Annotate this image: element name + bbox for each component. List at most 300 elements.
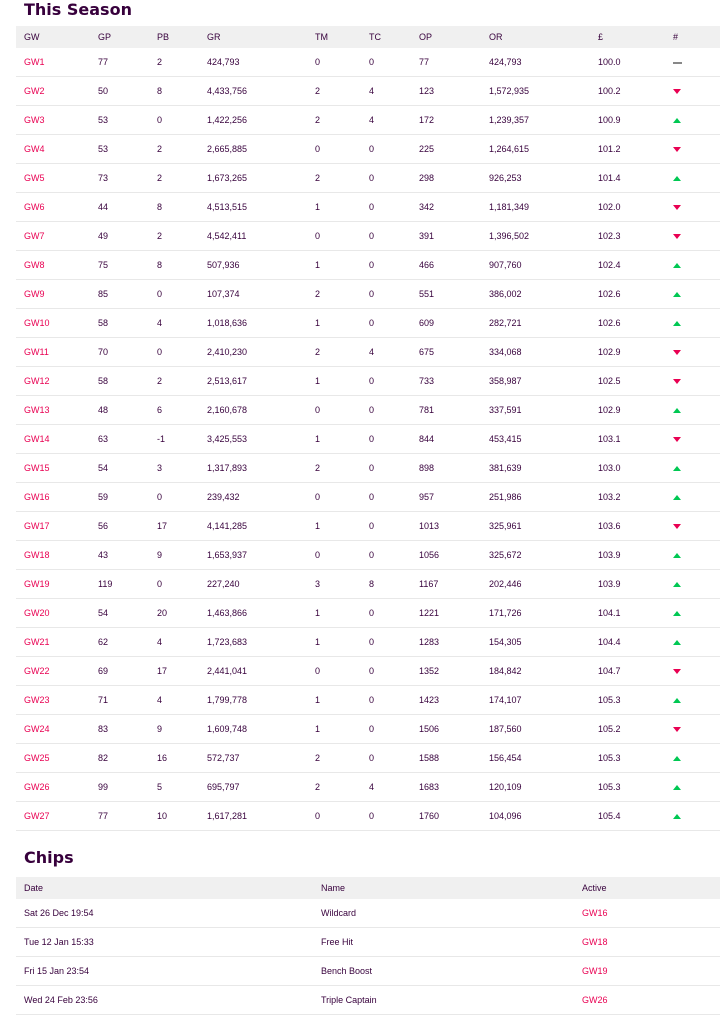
table-row xyxy=(16,164,720,193)
gameweek-link[interactable]: GW1 xyxy=(24,57,45,67)
cell-movement xyxy=(673,628,720,657)
cell-pb: 10 xyxy=(157,802,207,831)
cell-pb: 5 xyxy=(157,773,207,802)
cell-tc: 0 xyxy=(369,309,419,338)
cell-value: 101.2 xyxy=(598,135,673,164)
cell-tc: 0 xyxy=(369,744,419,773)
table-row xyxy=(16,628,720,657)
gameweek-link[interactable]: GW12 xyxy=(24,376,50,386)
cell-or: 453,415 xyxy=(489,425,598,454)
cell-gr: 1,018,636 xyxy=(207,309,315,338)
table-row xyxy=(16,599,720,628)
cell-value: 105.3 xyxy=(598,744,673,773)
cell-tc: 0 xyxy=(369,222,419,251)
triangle-up-icon xyxy=(673,176,681,181)
chip-name: Triple Captain xyxy=(321,986,582,1015)
cell-gp: 49 xyxy=(98,222,157,251)
cell-op: 844 xyxy=(419,425,489,454)
column-header-name: Name xyxy=(321,883,346,893)
chip-row xyxy=(16,957,720,986)
cell-gp: 59 xyxy=(98,483,157,512)
cell-or: 104,096 xyxy=(489,802,598,831)
cell-pb: 9 xyxy=(157,715,207,744)
column-header-movement: # xyxy=(673,32,679,42)
cell-movement xyxy=(673,106,720,135)
cell-gr: 2,665,885 xyxy=(207,135,315,164)
cell-movement xyxy=(673,802,720,831)
cell-or: 325,961 xyxy=(489,512,598,541)
cell-movement xyxy=(673,396,720,425)
table-row xyxy=(16,396,720,425)
season-section-title: This Season xyxy=(24,0,132,19)
gameweek-link[interactable]: GW16 xyxy=(24,492,50,502)
cell-tm: 1 xyxy=(315,599,369,628)
column-header-value: £ xyxy=(598,32,604,42)
cell-tm: 1 xyxy=(315,193,369,222)
gameweek-link[interactable]: GW8 xyxy=(24,260,45,270)
cell-pb: 0 xyxy=(157,280,207,309)
cell-gr: 507,936 xyxy=(207,251,315,280)
table-row xyxy=(16,541,720,570)
cell-op: 1221 xyxy=(419,599,489,628)
cell-pb: 2 xyxy=(157,164,207,193)
cell-tm: 0 xyxy=(315,541,369,570)
cell-tm: 2 xyxy=(315,454,369,483)
cell-op: 1506 xyxy=(419,715,489,744)
cell-tc: 0 xyxy=(369,628,419,657)
cell-movement xyxy=(673,251,720,280)
column-header-or: OR xyxy=(489,32,503,42)
gameweek-link[interactable]: GW17 xyxy=(24,521,50,531)
cell-tm: 2 xyxy=(315,773,369,802)
cell-gp: 83 xyxy=(98,715,157,744)
cell-or: 156,454 xyxy=(489,744,598,773)
table-row xyxy=(16,106,720,135)
cell-gr: 572,737 xyxy=(207,744,315,773)
cell-gp: 44 xyxy=(98,193,157,222)
gameweek-link[interactable]: GW22 xyxy=(24,666,50,676)
cell-value: 103.9 xyxy=(598,570,673,599)
cell-tc: 4 xyxy=(369,106,419,135)
gameweek-link[interactable]: GW25 xyxy=(24,753,50,763)
cell-gp: 56 xyxy=(98,512,157,541)
column-header-date: Date xyxy=(24,883,44,893)
cell-gp: 119 xyxy=(98,570,157,599)
cell-tm: 2 xyxy=(315,77,369,106)
gameweek-link[interactable]: GW3 xyxy=(24,115,45,125)
cell-tc: 0 xyxy=(369,512,419,541)
cell-pb: 0 xyxy=(157,483,207,512)
cell-tc: 0 xyxy=(369,454,419,483)
cell-tc: 0 xyxy=(369,193,419,222)
cell-value: 103.9 xyxy=(598,541,673,570)
cell-gp: 70 xyxy=(98,338,157,367)
table-row xyxy=(16,280,720,309)
cell-movement xyxy=(673,773,720,802)
gameweek-link[interactable]: GW27 xyxy=(24,811,50,821)
cell-value: 103.6 xyxy=(598,512,673,541)
cell-movement xyxy=(673,309,720,338)
cell-gp: 71 xyxy=(98,686,157,715)
triangle-up-icon xyxy=(673,292,681,297)
cell-pb: 9 xyxy=(157,541,207,570)
cell-value: 105.3 xyxy=(598,773,673,802)
cell-value: 100.9 xyxy=(598,106,673,135)
cell-pb: 8 xyxy=(157,193,207,222)
chip-active-gameweek-link[interactable]: GW18 xyxy=(582,937,608,947)
table-row xyxy=(16,77,720,106)
chip-date: Tue 12 Jan 15:33 xyxy=(16,928,321,957)
cell-gr: 2,410,230 xyxy=(207,338,315,367)
cell-gp: 53 xyxy=(98,135,157,164)
gameweek-link[interactable]: GW23 xyxy=(24,695,50,705)
gameweek-link[interactable]: GW13 xyxy=(24,405,50,415)
triangle-down-icon xyxy=(673,727,681,732)
table-row xyxy=(16,222,720,251)
cell-movement xyxy=(673,512,720,541)
cell-or: 424,793 xyxy=(489,48,598,77)
cell-op: 609 xyxy=(419,309,489,338)
table-row xyxy=(16,512,720,541)
column-header-pb: PB xyxy=(157,32,170,42)
chips-header-row xyxy=(16,877,720,899)
cell-tc: 0 xyxy=(369,686,419,715)
gameweek-link[interactable]: GW20 xyxy=(24,608,50,618)
cell-tc: 0 xyxy=(369,367,419,396)
cell-op: 1352 xyxy=(419,657,489,686)
chip-date: Wed 24 Feb 23:56 xyxy=(16,986,321,1015)
cell-movement xyxy=(673,425,720,454)
cell-pb: 8 xyxy=(157,77,207,106)
cell-gr: 1,617,281 xyxy=(207,802,315,831)
cell-or: 154,305 xyxy=(489,628,598,657)
cell-value: 102.9 xyxy=(598,338,673,367)
cell-tc: 0 xyxy=(369,802,419,831)
cell-gr: 2,513,617 xyxy=(207,367,315,396)
chip-row xyxy=(16,986,720,1015)
cell-gr: 424,793 xyxy=(207,48,315,77)
cell-gp: 77 xyxy=(98,48,157,77)
cell-tc: 4 xyxy=(369,77,419,106)
triangle-down-icon xyxy=(673,147,681,152)
chip-name: Wildcard xyxy=(321,899,582,928)
chips-section-title: Chips xyxy=(24,848,74,867)
cell-pb: 20 xyxy=(157,599,207,628)
table-row xyxy=(16,193,720,222)
cell-gr: 2,441,041 xyxy=(207,657,315,686)
cell-value: 104.4 xyxy=(598,628,673,657)
cell-value: 102.5 xyxy=(598,367,673,396)
column-header-gw: GW xyxy=(24,32,40,42)
cell-tc: 0 xyxy=(369,599,419,628)
cell-movement xyxy=(673,367,720,396)
cell-tm: 2 xyxy=(315,106,369,135)
table-row xyxy=(16,367,720,396)
cell-tm: 2 xyxy=(315,744,369,773)
cell-pb: 2 xyxy=(157,222,207,251)
cell-value: 102.0 xyxy=(598,193,673,222)
cell-value: 104.7 xyxy=(598,657,673,686)
cell-tm: 0 xyxy=(315,48,369,77)
cell-movement xyxy=(673,338,720,367)
triangle-up-icon xyxy=(673,263,681,268)
cell-gr: 4,141,285 xyxy=(207,512,315,541)
table-row xyxy=(16,744,720,773)
cell-gp: 77 xyxy=(98,802,157,831)
cell-tc: 0 xyxy=(369,396,419,425)
cell-value: 105.3 xyxy=(598,686,673,715)
cell-op: 1683 xyxy=(419,773,489,802)
cell-or: 1,181,349 xyxy=(489,193,598,222)
cell-op: 123 xyxy=(419,77,489,106)
triangle-down-icon xyxy=(673,379,681,384)
cell-gr: 227,240 xyxy=(207,570,315,599)
table-row xyxy=(16,715,720,744)
cell-pb: 0 xyxy=(157,338,207,367)
table-row xyxy=(16,135,720,164)
cell-tm: 0 xyxy=(315,222,369,251)
cell-tm: 2 xyxy=(315,280,369,309)
triangle-down-icon xyxy=(673,89,681,94)
cell-movement xyxy=(673,454,720,483)
cell-gp: 63 xyxy=(98,425,157,454)
table-row xyxy=(16,802,720,831)
cell-gr: 4,513,515 xyxy=(207,193,315,222)
chip-active-gameweek-link[interactable]: GW26 xyxy=(582,995,608,1005)
cell-value: 101.4 xyxy=(598,164,673,193)
cell-pb: 3 xyxy=(157,454,207,483)
triangle-up-icon xyxy=(673,611,681,616)
cell-movement xyxy=(673,686,720,715)
cell-tc: 0 xyxy=(369,483,419,512)
cell-tc: 0 xyxy=(369,48,419,77)
gameweek-link[interactable]: GW4 xyxy=(24,144,45,154)
cell-op: 733 xyxy=(419,367,489,396)
cell-op: 466 xyxy=(419,251,489,280)
table-row xyxy=(16,483,720,512)
cell-tm: 1 xyxy=(315,425,369,454)
cell-op: 391 xyxy=(419,222,489,251)
cell-tc: 8 xyxy=(369,570,419,599)
cell-pb: 0 xyxy=(157,570,207,599)
cell-tc: 0 xyxy=(369,657,419,686)
cell-gp: 85 xyxy=(98,280,157,309)
chip-active-gameweek-link[interactable]: GW16 xyxy=(582,908,608,918)
table-row xyxy=(16,657,720,686)
cell-or: 325,672 xyxy=(489,541,598,570)
gameweek-link[interactable]: GW11 xyxy=(24,347,49,357)
cell-tc: 4 xyxy=(369,338,419,367)
table-row xyxy=(16,48,720,77)
table-row xyxy=(16,309,720,338)
cell-tm: 0 xyxy=(315,135,369,164)
table-row xyxy=(16,570,720,599)
cell-or: 174,107 xyxy=(489,686,598,715)
cell-or: 337,591 xyxy=(489,396,598,425)
cell-movement xyxy=(673,164,720,193)
cell-op: 1760 xyxy=(419,802,489,831)
chip-date: Sat 26 Dec 19:54 xyxy=(16,899,321,928)
triangle-down-icon xyxy=(673,350,681,355)
cell-gr: 1,609,748 xyxy=(207,715,315,744)
cell-or: 381,639 xyxy=(489,454,598,483)
cell-or: 1,264,615 xyxy=(489,135,598,164)
cell-tm: 0 xyxy=(315,396,369,425)
cell-value: 102.6 xyxy=(598,280,673,309)
cell-movement xyxy=(673,222,720,251)
column-header-tc: TC xyxy=(369,32,381,42)
triangle-down-icon xyxy=(673,437,681,442)
chip-row xyxy=(16,899,720,928)
cell-tc: 0 xyxy=(369,135,419,164)
cell-pb: 4 xyxy=(157,309,207,338)
cell-movement xyxy=(673,77,720,106)
gameweek-link[interactable]: GW19 xyxy=(24,579,50,589)
cell-tm: 1 xyxy=(315,309,369,338)
cell-tm: 3 xyxy=(315,570,369,599)
cell-tm: 0 xyxy=(315,802,369,831)
chip-active-gameweek-link[interactable]: GW19 xyxy=(582,966,608,976)
column-header-gr: GR xyxy=(207,32,221,42)
cell-gr: 1,317,893 xyxy=(207,454,315,483)
cell-tm: 1 xyxy=(315,628,369,657)
season-history-table xyxy=(16,26,720,831)
dash-icon xyxy=(673,62,682,64)
cell-movement xyxy=(673,599,720,628)
cell-tm: 2 xyxy=(315,338,369,367)
gameweek-link[interactable]: GW24 xyxy=(24,724,50,734)
cell-value: 102.4 xyxy=(598,251,673,280)
cell-gp: 73 xyxy=(98,164,157,193)
cell-gr: 695,797 xyxy=(207,773,315,802)
gameweek-link[interactable]: GW15 xyxy=(24,463,50,473)
triangle-up-icon xyxy=(673,321,681,326)
cell-tm: 1 xyxy=(315,367,369,396)
cell-value: 100.2 xyxy=(598,77,673,106)
triangle-up-icon xyxy=(673,814,681,819)
cell-gr: 1,799,778 xyxy=(207,686,315,715)
cell-or: 120,109 xyxy=(489,773,598,802)
cell-gr: 1,723,683 xyxy=(207,628,315,657)
gameweek-link[interactable]: GW21 xyxy=(24,637,50,647)
gameweek-link[interactable]: GW14 xyxy=(24,434,50,444)
cell-movement xyxy=(673,657,720,686)
cell-gr: 1,673,265 xyxy=(207,164,315,193)
cell-or: 386,002 xyxy=(489,280,598,309)
cell-or: 358,987 xyxy=(489,367,598,396)
cell-movement xyxy=(673,135,720,164)
gameweek-link[interactable]: GW2 xyxy=(24,86,45,96)
cell-tc: 0 xyxy=(369,164,419,193)
cell-or: 1,396,502 xyxy=(489,222,598,251)
column-header-tm: TM xyxy=(315,32,328,42)
cell-or: 907,760 xyxy=(489,251,598,280)
cell-gp: 69 xyxy=(98,657,157,686)
cell-op: 1588 xyxy=(419,744,489,773)
cell-op: 172 xyxy=(419,106,489,135)
cell-tc: 0 xyxy=(369,251,419,280)
cell-pb: 2 xyxy=(157,135,207,164)
cell-movement xyxy=(673,193,720,222)
triangle-down-icon xyxy=(673,524,681,529)
cell-gp: 53 xyxy=(98,106,157,135)
cell-gr: 1,463,866 xyxy=(207,599,315,628)
cell-tc: 0 xyxy=(369,425,419,454)
triangle-up-icon xyxy=(673,553,681,558)
cell-or: 1,572,935 xyxy=(489,77,598,106)
cell-tc: 0 xyxy=(369,541,419,570)
cell-gp: 48 xyxy=(98,396,157,425)
gameweek-link[interactable]: GW26 xyxy=(24,782,50,792)
cell-value: 105.4 xyxy=(598,802,673,831)
triangle-up-icon xyxy=(673,466,681,471)
cell-or: 184,842 xyxy=(489,657,598,686)
cell-gp: 99 xyxy=(98,773,157,802)
cell-value: 100.0 xyxy=(598,48,673,77)
cell-op: 1056 xyxy=(419,541,489,570)
cell-value: 102.9 xyxy=(598,396,673,425)
cell-or: 1,239,357 xyxy=(489,106,598,135)
cell-pb: 4 xyxy=(157,628,207,657)
triangle-up-icon xyxy=(673,495,681,500)
column-header-gp: GP xyxy=(98,32,112,42)
cell-op: 77 xyxy=(419,48,489,77)
gameweek-link[interactable]: GW10 xyxy=(24,318,50,328)
cell-pb: -1 xyxy=(157,425,207,454)
cell-gp: 58 xyxy=(98,309,157,338)
cell-value: 104.1 xyxy=(598,599,673,628)
cell-tm: 1 xyxy=(315,715,369,744)
cell-pb: 16 xyxy=(157,744,207,773)
cell-movement xyxy=(673,48,720,77)
gameweek-link[interactable]: GW7 xyxy=(24,231,45,241)
cell-value: 102.6 xyxy=(598,309,673,338)
gameweek-link[interactable]: GW6 xyxy=(24,202,45,212)
cell-op: 1423 xyxy=(419,686,489,715)
cell-movement xyxy=(673,715,720,744)
cell-movement xyxy=(673,570,720,599)
cell-tm: 0 xyxy=(315,483,369,512)
cell-op: 898 xyxy=(419,454,489,483)
cell-tc: 0 xyxy=(369,715,419,744)
cell-movement xyxy=(673,280,720,309)
cell-op: 551 xyxy=(419,280,489,309)
cell-pb: 2 xyxy=(157,48,207,77)
gameweek-link[interactable]: GW9 xyxy=(24,289,45,299)
cell-value: 102.3 xyxy=(598,222,673,251)
triangle-up-icon xyxy=(673,785,681,790)
column-header-active: Active xyxy=(582,883,607,893)
triangle-down-icon xyxy=(673,669,681,674)
cell-tm: 1 xyxy=(315,512,369,541)
cell-pb: 0 xyxy=(157,106,207,135)
cell-gr: 2,160,678 xyxy=(207,396,315,425)
triangle-up-icon xyxy=(673,756,681,761)
cell-gr: 107,374 xyxy=(207,280,315,309)
cell-op: 342 xyxy=(419,193,489,222)
cell-value: 103.0 xyxy=(598,454,673,483)
cell-op: 781 xyxy=(419,396,489,425)
chip-row xyxy=(16,928,720,957)
cell-gr: 1,422,256 xyxy=(207,106,315,135)
season-header-row xyxy=(16,26,720,48)
cell-gr: 4,433,756 xyxy=(207,77,315,106)
triangle-up-icon xyxy=(673,582,681,587)
cell-tm: 2 xyxy=(315,164,369,193)
chips-table xyxy=(16,877,720,1015)
gameweek-link[interactable]: GW5 xyxy=(24,173,45,183)
gameweek-link[interactable]: GW18 xyxy=(24,550,50,560)
